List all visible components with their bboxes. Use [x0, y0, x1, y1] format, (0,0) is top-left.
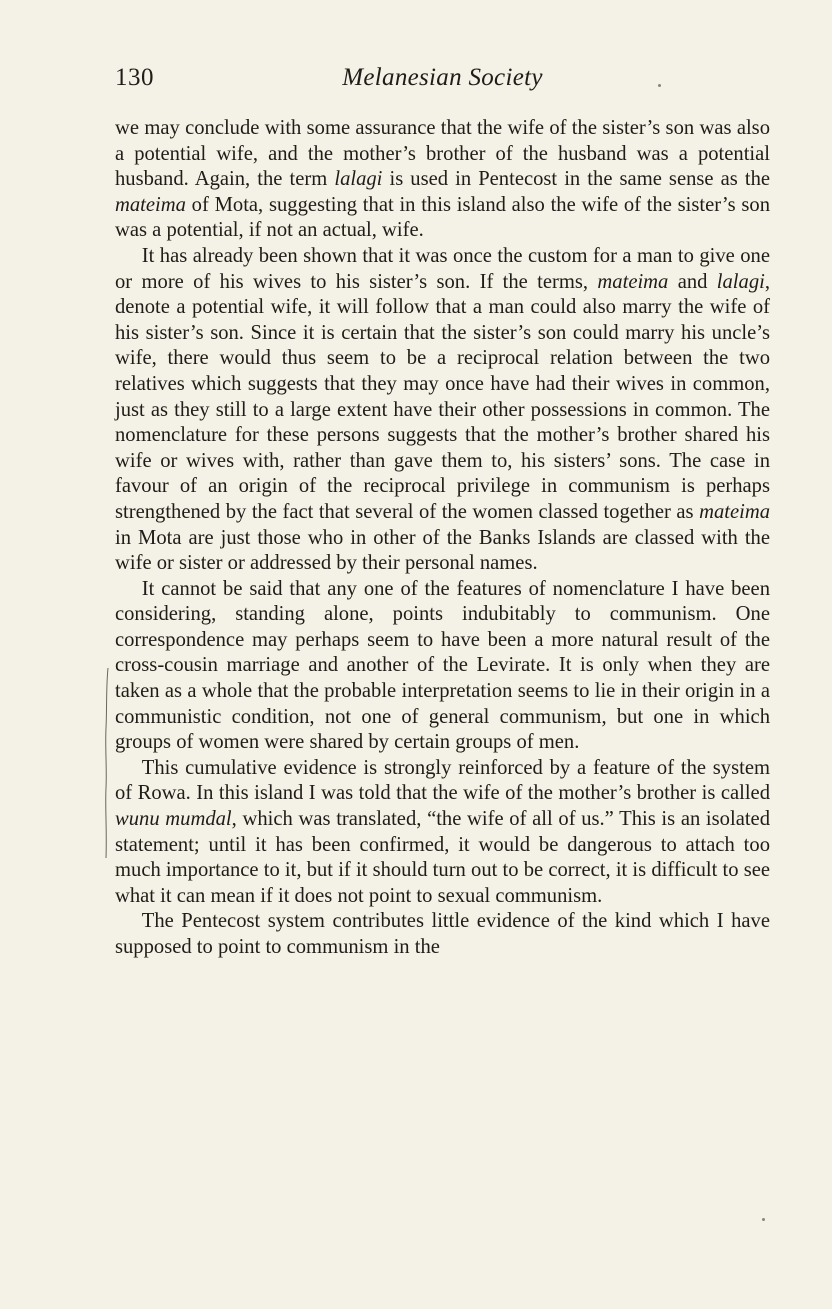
italic-term: wunu mumdal	[115, 808, 232, 831]
text-segment: we may conclude with some assurance that the wife of the sister’s son was also a potential wife, and the mother’s brother of the husband was a potential husband. Again, the term	[115, 117, 770, 191]
italic-term: mateima	[115, 193, 186, 216]
text-segment: in Mota are just those who in other of the Banks Islands are classed with the wife or sister or addressed by their personal names.	[115, 526, 770, 575]
text-segment: is used in Pentecost in the same sense as the	[382, 168, 771, 191]
body-text	[115, 116, 770, 961]
paragraph	[115, 756, 770, 910]
italic-term: mateima	[699, 500, 770, 523]
paragraph	[115, 244, 770, 577]
italic-term: lalagi	[716, 270, 765, 293]
page-number: 130	[115, 64, 154, 91]
italic-term: lalagi	[334, 168, 383, 191]
paragraph	[115, 909, 770, 960]
running-title: Melanesian Society	[342, 64, 543, 91]
running-head	[115, 64, 770, 96]
text-segment: It has already been shown that it was once the custom for a man to give one or more of his wives to his sister’s son. If the terms,	[115, 244, 770, 293]
text-segment: of Mota, suggesting that in this island also the wife of the sister’s son was a potential, if not an actual, wife.	[115, 193, 770, 242]
print-speck	[658, 84, 661, 87]
text-segment: The Pentecost system contributes little evidence of the kind which I have supposed to point to communism in the	[115, 910, 770, 958]
paragraph	[115, 577, 770, 756]
paragraph	[115, 116, 770, 244]
text-segment: , denote a potential wife, it will follow that a man could also marry the wife of his sister’s son. Since it is certain that the sister’s son could marry his uncle’s wife, there would thus seem to be a reciprocal relation between the two relatives which suggests that they may once have had their wives in common, just as they still to a large extent have their other possessions in common. The nomenclature for these persons suggests that the mother’s brother shared his wife or wives with, rather than gave them to, his sisters’ sons. The case in favour of an origin of the reciprocal privilege in communism is perhaps strengthened by the fact that several of the women classed together as	[115, 270, 770, 523]
print-speck	[762, 1218, 765, 1221]
text-segment: and	[668, 270, 717, 293]
text-segment: , which was translated, “the wife of all of us.” This is an isolated statement; until it has been confirmed, it would be dangerous to attach too much importance to it, but if it should turn out to be correct, it is difficult to see what it can mean if it does not point to sexual communism.	[115, 808, 770, 907]
italic-term: mateima	[597, 270, 669, 293]
pencil-margin-line	[104, 668, 110, 858]
text-segment: This cumulative evidence is strongly reinforced by a feature of the system of Rowa. In this island I was told that the wife of the mother’s brother is called	[115, 756, 770, 805]
text-segment: It cannot be said that any one of the features of nomenclature I have been considering, standing alone, points indubitably to communism. One correspondence may perhaps seem to have been a more natural result of the cross-cousin marriage and another of the Levirate. It is only when they are taken as a whole that the probable interpretation seems to lie in their origin in a communistic condition, not one of general communism, but one in which groups of women were shared by certain groups of men.	[115, 577, 770, 754]
